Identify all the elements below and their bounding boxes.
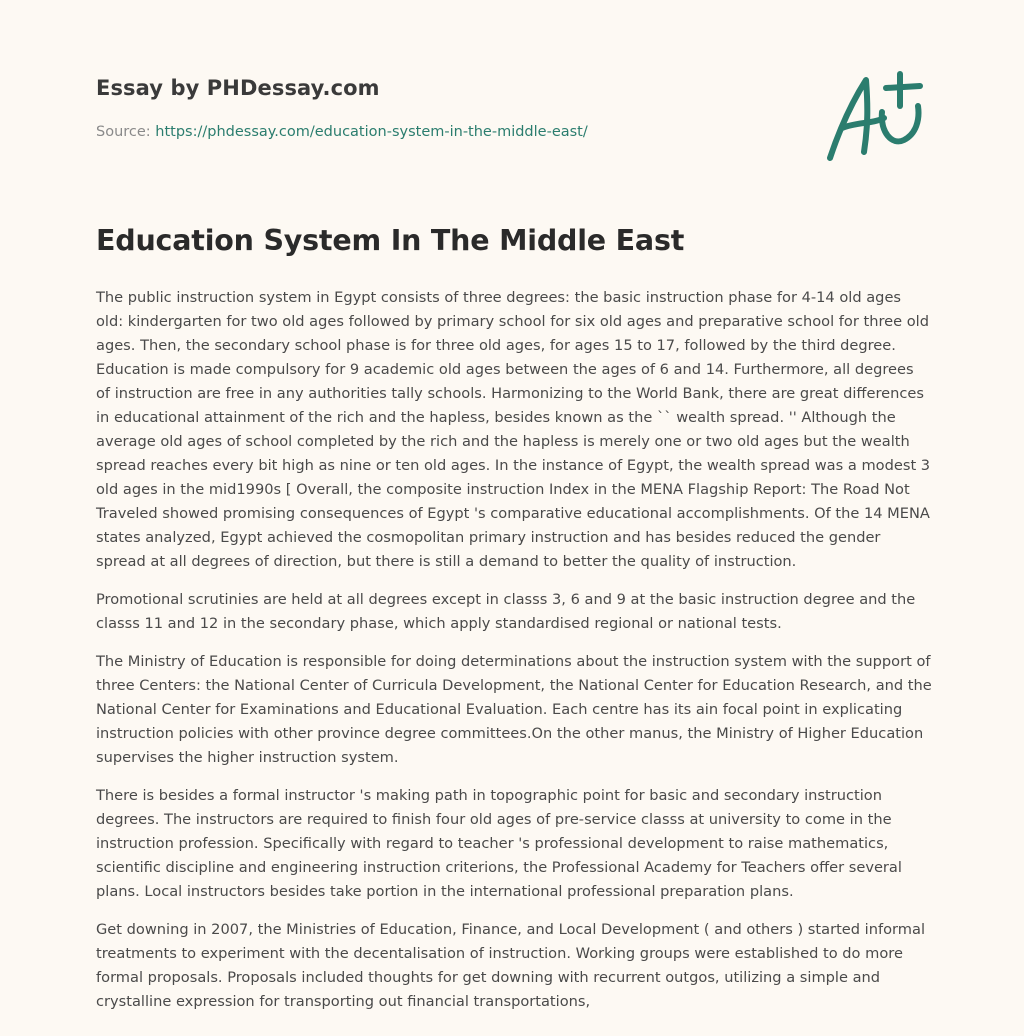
essay-paragraph: There is besides a formal instructor 's making path in topographic point for basic and secondary instruction degrees. The instructors are required to finish four old ages of pre-service classs at university to come in the instruction profession. Specifically with regard to teacher 's professional development to raise mathematics, scientific discipline and engineering instruction criterions, the Professional Academy for Teachers offer several plans. Local instructors besides take portion in the international professional preparation plans.: [96, 787, 902, 900]
source-line: [96, 124, 588, 140]
essay-title: Education System In The Middle East: [96, 224, 685, 257]
essay-paragraph: The Ministry of Education is responsible for doing determinations about the instruction system with the support of three Centers: the National Center of Curricula Development, the National Center for Education Research, and the National Center for Examinations and Educational Evaluation. Each centre has its ain focal point in explicating instruction policies with other province degree committees.On the other manus, the Ministry of Higher Education supervises the higher instruction system.: [96, 653, 932, 766]
essay-paragraph: Get downing in 2007, the Ministries of Education, Finance, and Local Development ( and others ) started informal treatments to experiment with the decentalisation of instruction. Working groups were established to do more formal proposals. Proposals included thoughts for get downing with recurrent outgos, utilizing a simple and crystalline expression for transporting out financial transportations,: [96, 921, 925, 1010]
source-label: Source:: [96, 124, 151, 140]
essay-paragraph: Promotional scrutinies are held at all degrees except in classs 3, 6 and 9 at the basic instruction degree and the classs 11 and 12 in the secondary phase, which apply standardised regional or national tests.: [96, 591, 916, 632]
site-title: Essay by PHDessay.com: [96, 76, 380, 100]
a-plus-logo-icon: [822, 66, 928, 166]
essay-paragraph: The public instruction system in Egypt consists of three degrees: the basic instruction phase for 4-14 old ages old: kindergarten for two old ages followed by primary school for six old ages and preparative school for three old ages. Then, the secondary school phase is for three old ages, for ages 15 to 17, followed by the third degree. Education is made compulsory for 9 academic old ages between the ages of 6 and 14. Furthermore, all degrees of instruction are free in any authorities tally schools. Harmonizing to the World Bank, there are great differences in educational attainment of the rich and the hapless, besides known as the `` wealth spread. '' Although the average old ages of school completed by the rich and the hapless is merely one or two old ages but the wealth spread reaches every bit high as nine or ten old ages. In the instance of Egypt, the wealth spread was a modest 3 old ages in the mid1990s [ Overall, the composite instruction Index in the MENA Flagship Report: The Road Not Traveled showed promising consequences of Egypt 's comparative educational accomplishments. Of the 14 MENA states analyzed, Egypt achieved the cosmopolitan primary instruction and has besides reduced the gender spread at all degrees of direction, but there is still a demand to better the quality of instruction.: [96, 289, 931, 570]
source-link[interactable]: https://phdessay.com/education-system-in-the-middle-east/: [155, 124, 588, 140]
essay-body: [96, 286, 932, 1028]
